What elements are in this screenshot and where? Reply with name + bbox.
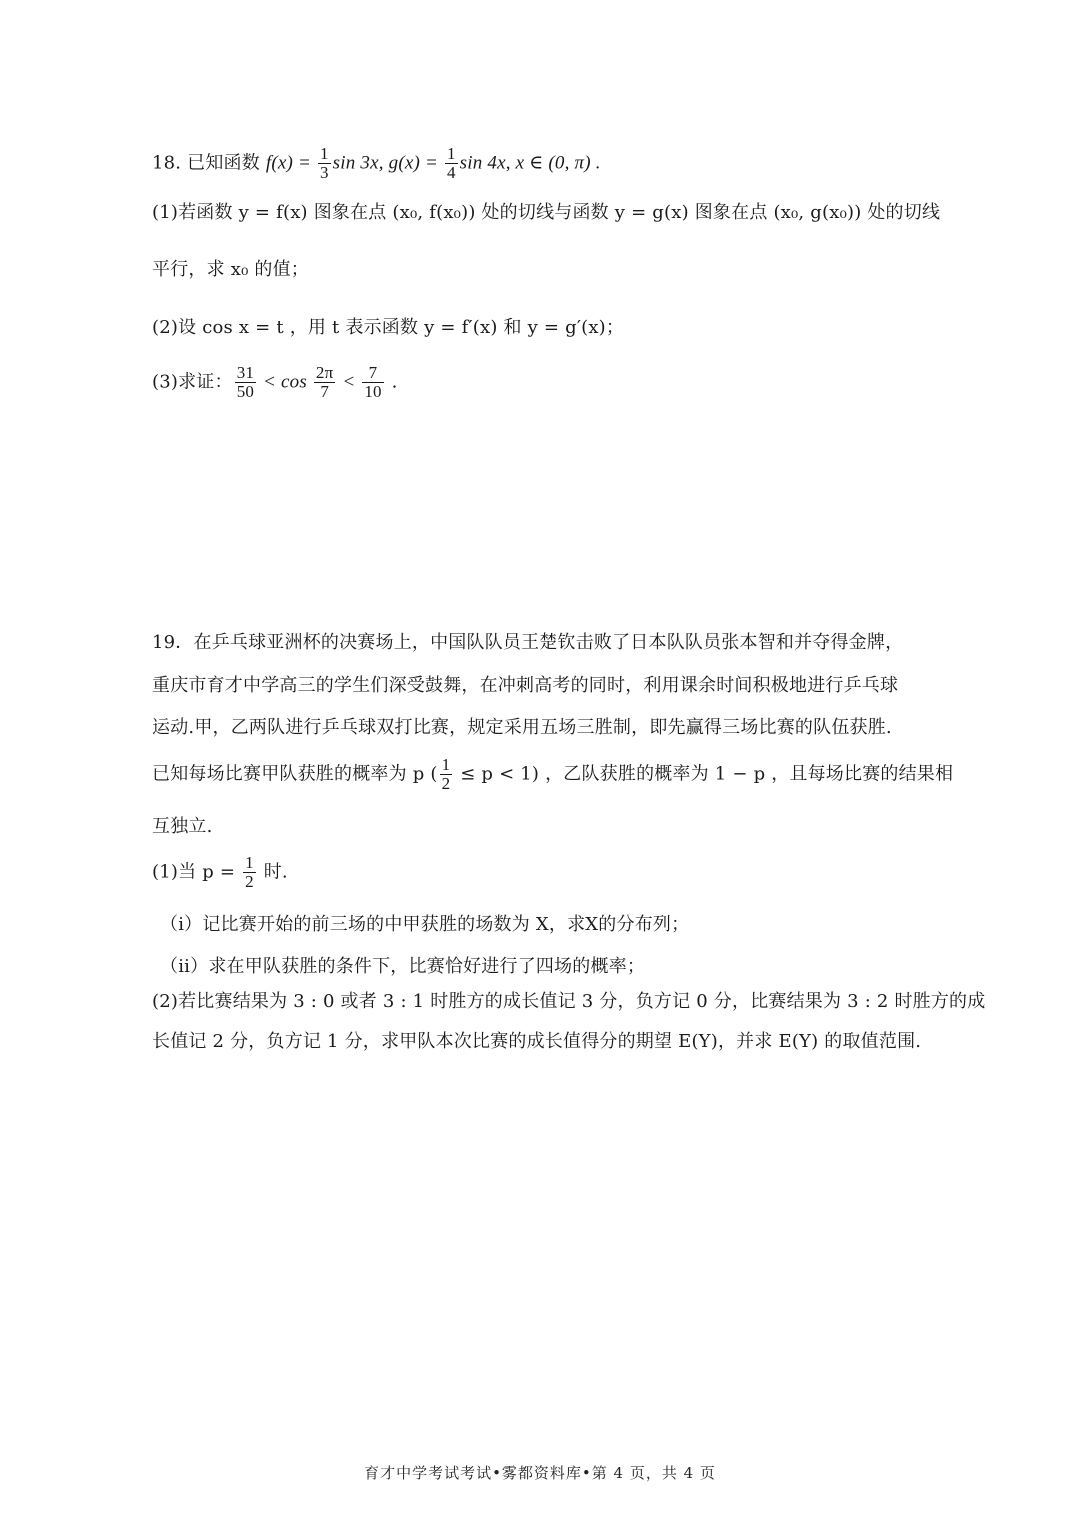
frac-denominator: 3 [319,163,329,182]
page-footer: 育才中学考试考试•雾都资料库•第 4 页，共 4 页 [364,1464,716,1482]
q18-frac-2pi-7 [314,364,335,401]
q19-part2-line1: (2)若比赛结果为 3 : 0 或者 3 : 1 时胜方的成长值记 3 分，负方记 0 分，比赛结果为 3 : 2 时胜方的成 [152,991,986,1012]
frac-numerator: 1 [245,853,254,872]
q19-frac-1-2 [440,756,453,793]
q18-frac-1-4 [445,145,458,182]
q18-statement [152,145,930,182]
q19-part1-a: (1)当 p = [152,861,242,883]
q18-intro: 18. 已知函数 [152,152,266,174]
q18-part2: (2)设 cos x = t ，用 t 表示函数 y = f′(x) 和 y = g′(x)； [152,317,625,338]
frac-denominator: 10 [364,382,382,401]
frac-denominator: 2 [245,872,254,891]
frac-numerator: 1 [446,144,456,163]
q18-f-def-c: sin 4x, x ∈ (0, π) . [459,152,601,174]
q18-part3-mid1: < cos [258,371,312,393]
q18-part3-suffix: . [385,371,398,393]
q18-part1-line1: (1)若函数 y = f(x) 图象在点 (x₀, f(x₀)) 处的切线与函数 y = g(x) 图象在点 (x₀, g(x₀)) 处的切线 [152,202,941,223]
q19-sub-i: （i）记比赛开始的前三场的中甲获胜的场数为 X，求X的分布列； [160,914,690,935]
q18-part3-prefix: (3)求证： [152,371,233,393]
q19-line4-b: ≤ p < 1) ，乙队获胜的概率为 1 − p ，且每场比赛的结果相 [454,763,954,785]
q19-line4-a: 已知每场比赛甲队获胜的概率为 p ( [152,763,438,785]
q19-part1-b: 时. [257,861,288,883]
q18-part1-line2: 平行，求 x₀ 的值； [152,259,310,280]
q18-part3 [152,364,930,401]
q19-sub-ii: （ii）求在甲队获胜的条件下，比赛恰好进行了四场的概率； [160,956,646,977]
q18-frac-1-3 [318,145,331,182]
q19-line2: 重庆市育才中学高三的学生们深受鼓舞，在冲刺高考的同时，利用课余时间积极地进行乒乓球 [152,675,899,696]
frac-numerator: 2π [315,363,334,382]
frac-denominator: 50 [236,382,255,401]
frac-denominator: 2 [441,774,451,793]
q18-frac-31-50 [235,364,256,401]
q18-f-def-b: sin 3x, g(x) = [332,152,443,174]
q19-line4 [152,755,954,793]
q19-line3: 运动.甲，乙两队进行乒乓球双打比赛，规定采用五场三胜制，即先赢得三场比赛的队伍获胜. [152,717,892,738]
frac-numerator: 7 [362,364,383,383]
q19-line1: 19．在乒乓球亚洲杯的决赛场上，中国队队员王楚钦击败了日本队队员张本智和并夺得金牌， [152,632,904,653]
q19-part2-line2: 长值记 2 分，负方记 1 分，求甲队本次比赛的成长值得分的期望 E(Y)，并求 E(Y) 的取值范围. [152,1031,922,1052]
q18-f-def-a: f(x) = [265,152,316,174]
frac-numerator: 31 [236,363,255,382]
q19-part1 [152,854,930,891]
frac-numerator: 1 [319,144,329,163]
q18-frac-7-10 [362,364,383,401]
q19-line5: 互独立. [152,816,213,837]
frac-numerator: 1 [441,755,451,774]
frac-denominator: 4 [446,163,456,182]
q19-part1-frac-1-2 [243,854,256,891]
q18-part3-mid2: < [337,371,361,393]
frac-denominator: 7 [320,382,330,401]
